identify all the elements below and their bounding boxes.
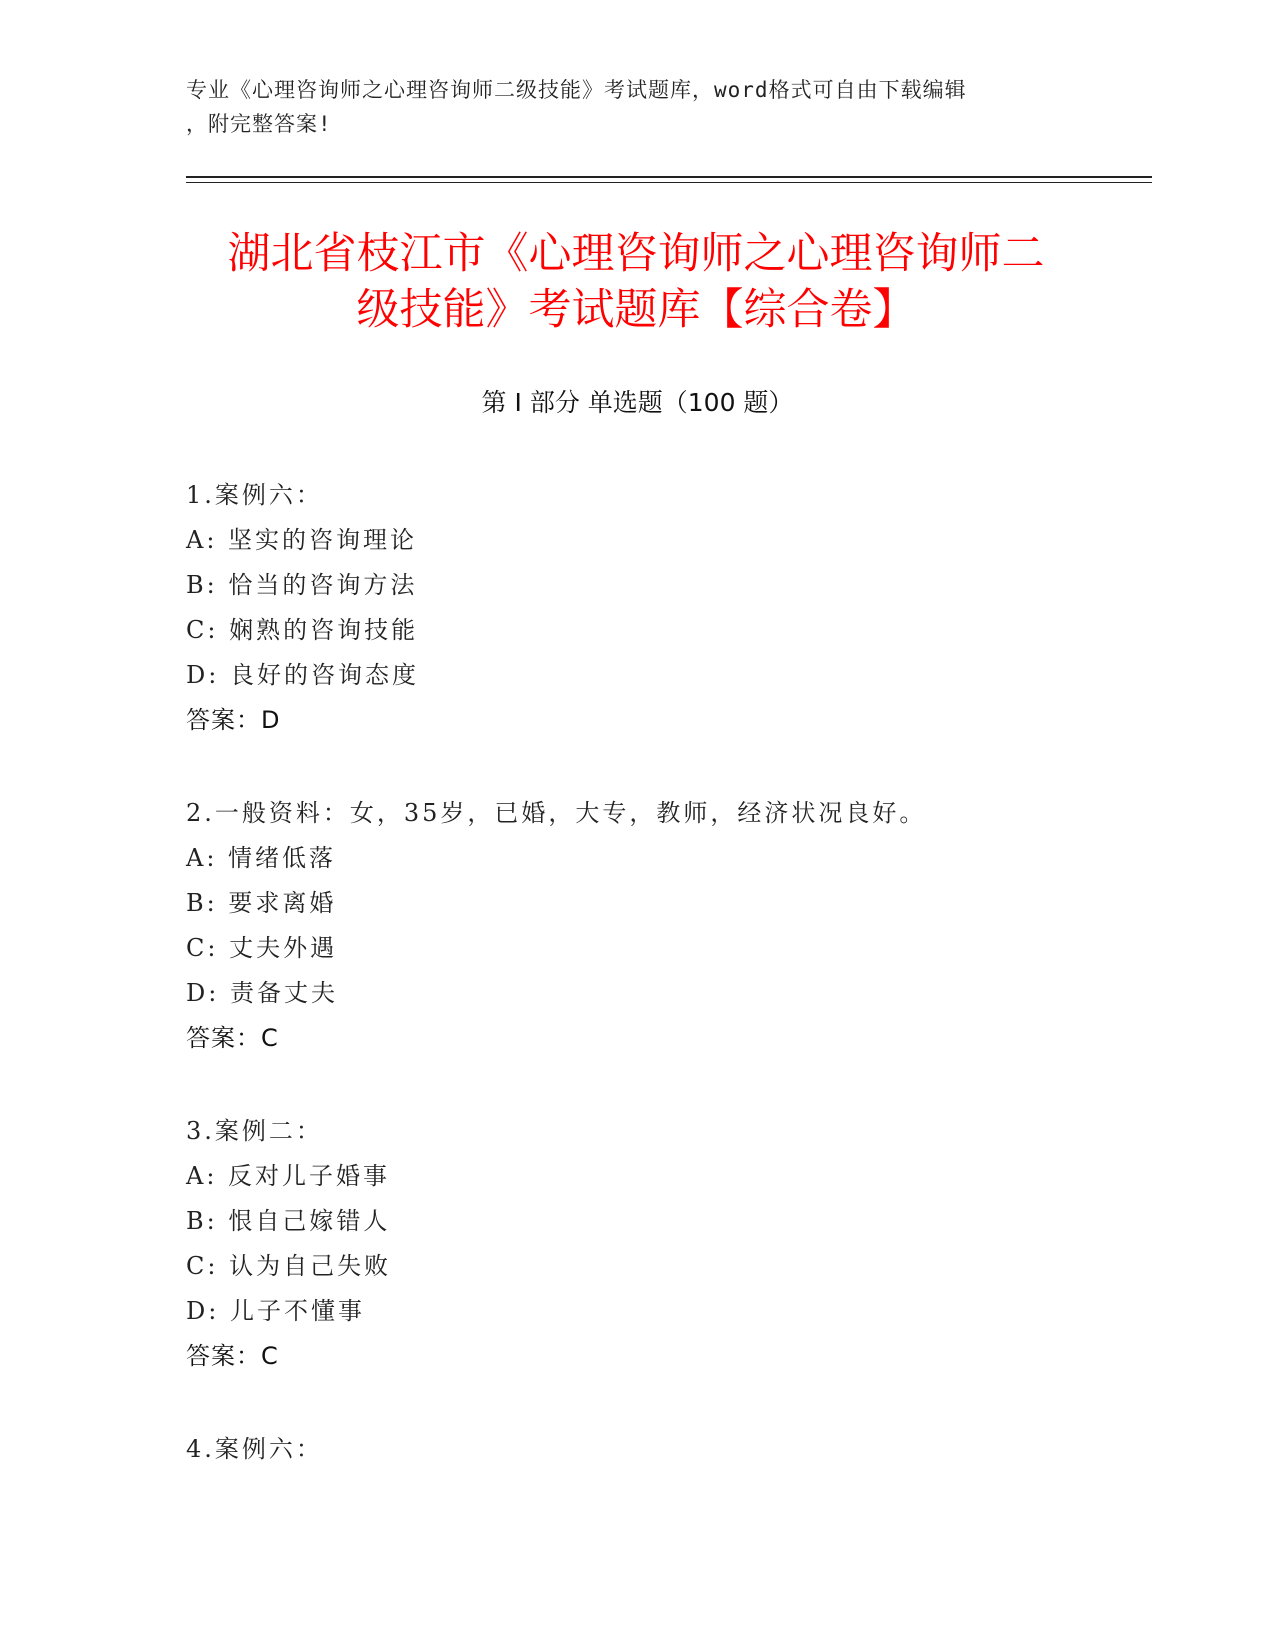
header-divider-thin [186, 182, 1152, 183]
answer-label: 答案：D [186, 706, 281, 734]
option-a: A: 坚实的咨询理论 [186, 526, 418, 554]
option-a: A: 情绪低落 [186, 844, 337, 872]
question-stem: 2.一般资料：女，35岁，已婚，大专，教师，经济状况良好。 [186, 799, 927, 827]
header-note-line-2: ，附完整答案! [186, 112, 332, 136]
answer-label: 答案：C [186, 1024, 279, 1052]
header-note-line-1: 专业《心理咨询师之心理咨询师二级技能》考试题库，word格式可自由下载编辑 [186, 78, 967, 102]
header-divider-thick [186, 176, 1152, 178]
document-title [186, 226, 1086, 338]
document-title-line-1: 湖北省枝江市《心理咨询师之心理咨询师二 [227, 229, 1045, 279]
option-c: C: 认为自己失败 [186, 1252, 392, 1280]
option-d: D: 良好的咨询态度 [186, 661, 419, 689]
answer-label: 答案：C [186, 1342, 279, 1370]
question-item [186, 473, 1086, 743]
question-stem: 4.案例六： [186, 1435, 323, 1463]
option-b: B: 要求离婚 [186, 889, 337, 917]
question-stem: 3.案例二： [186, 1117, 323, 1145]
header-note [186, 73, 1086, 141]
option-a: A: 反对儿子婚事 [186, 1162, 391, 1190]
option-b: B: 恰当的咨询方法 [186, 571, 418, 599]
option-d: D: 儿子不懂事 [186, 1297, 365, 1325]
option-b: B: 恨自己嫁错人 [186, 1207, 391, 1235]
option-c: C: 丈夫外遇 [186, 934, 338, 962]
question-item [186, 1109, 1086, 1379]
question-item [186, 1427, 1086, 1472]
option-c: C: 娴熟的咨询技能 [186, 616, 419, 644]
question-item [186, 791, 1086, 1061]
question-stem: 1.案例六： [186, 481, 323, 509]
option-d: D: 责备丈夫 [186, 979, 338, 1007]
document-title-line-2: 级技能》考试题库【综合卷】 [356, 285, 916, 335]
section-heading: 第 I 部分 单选题（100 题） [481, 388, 794, 417]
